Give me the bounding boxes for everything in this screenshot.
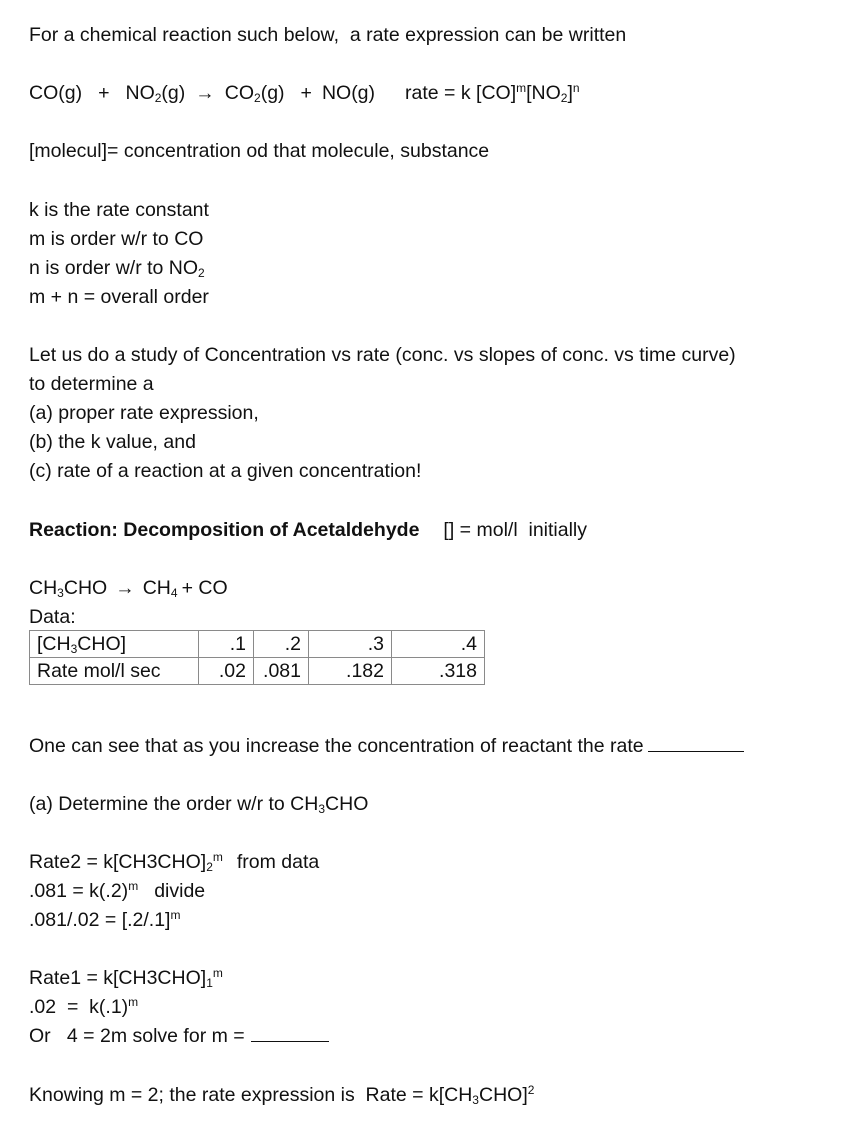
table-cell: .318 bbox=[392, 658, 485, 685]
calc-rate1: Rate1 = $k[CH3CHO]_1^m$ bbox=[29, 966, 223, 990]
table-row bbox=[30, 631, 485, 658]
def-k: k is the rate constant bbox=[29, 199, 209, 221]
calc-rate2: Rate2 = $k[CH3CHO]_2^m$ from data bbox=[29, 850, 320, 874]
answer-blank[interactable] bbox=[251, 1041, 329, 1042]
calc-line2: $.081 = k(.2)^m$ divide bbox=[29, 879, 206, 902]
rate-data-table bbox=[29, 630, 485, 685]
rate-header: Rate mol/l sec bbox=[30, 658, 199, 685]
answer-blank[interactable] bbox=[648, 751, 744, 752]
table-cell: .2 bbox=[254, 631, 309, 658]
calc-line5: $.02 = k(.1)^m$ bbox=[29, 995, 139, 1018]
def-overall: m + n = overall order bbox=[29, 286, 209, 308]
product-no: NO(g) bbox=[321, 82, 376, 104]
product-co2: $CO_2(g)$ bbox=[224, 82, 285, 105]
table-cell: .02 bbox=[199, 658, 254, 685]
concentration-header: $[CH_3CHO]$ bbox=[30, 631, 199, 658]
acetaldehyde-equation: $CH_3CHO \to CH_4$ + CO bbox=[29, 577, 228, 600]
def-m: m is order w/r to CO bbox=[29, 228, 204, 250]
table-cell: .1 bbox=[199, 631, 254, 658]
study-line2: to determine a bbox=[29, 373, 154, 395]
reactant-no2: $NO_2(g)$ bbox=[125, 82, 186, 105]
part-a-question: (a) Determine the order w/r to $CH_3CHO$ bbox=[29, 793, 369, 816]
def-n: n is order w/r to $NO_2$ bbox=[29, 257, 205, 280]
table-cell: .182 bbox=[309, 658, 392, 685]
calc-line6: Or 4 = 2m solve for m = bbox=[29, 1024, 329, 1048]
table-cell: .081 bbox=[254, 658, 309, 685]
plus-sign: + bbox=[300, 82, 312, 104]
study-item-b: (b) the k value, and bbox=[29, 431, 196, 453]
intro-text: For a chemical reaction such below, a rate expression can be written bbox=[29, 24, 627, 46]
conclusion-text: Knowing m = 2; the rate expression is Rate = $k[CH_3CHO]^2$ bbox=[29, 1083, 535, 1107]
table-row bbox=[30, 658, 485, 685]
units-note: [] = mol/l initially bbox=[443, 519, 588, 541]
plus-sign: + bbox=[98, 82, 110, 104]
reaction-arrow: → bbox=[115, 577, 135, 599]
calc-line3: $.081/.02 = [.2/.1]^m$ bbox=[29, 908, 181, 931]
table-cell: .3 bbox=[309, 631, 392, 658]
study-line1: Let us do a study of Concentration vs rate (conc. vs slopes of conc. vs time curve) bbox=[29, 344, 736, 366]
rate-law: rate = k $[CO]^m[NO_2]^n$ bbox=[405, 81, 580, 105]
reaction-equation bbox=[29, 81, 580, 105]
reaction-arrow: → bbox=[195, 82, 215, 104]
reactant-co: CO(g) bbox=[29, 82, 83, 104]
table-cell: .4 bbox=[392, 631, 485, 658]
observation-text: One can see that as you increase the concentration of reactant the rate bbox=[29, 734, 744, 758]
molecule-definition: [molecul]= concentration od that molecule, substance bbox=[29, 140, 490, 162]
reaction-heading-title: Reaction: Decomposition of Acetaldehyde bbox=[29, 519, 420, 541]
study-item-c: (c) rate of a reaction at a given concentration! bbox=[29, 460, 422, 482]
study-item-a: (a) proper rate expression, bbox=[29, 402, 259, 424]
data-label: Data: bbox=[29, 606, 76, 628]
reaction-heading bbox=[29, 518, 587, 542]
